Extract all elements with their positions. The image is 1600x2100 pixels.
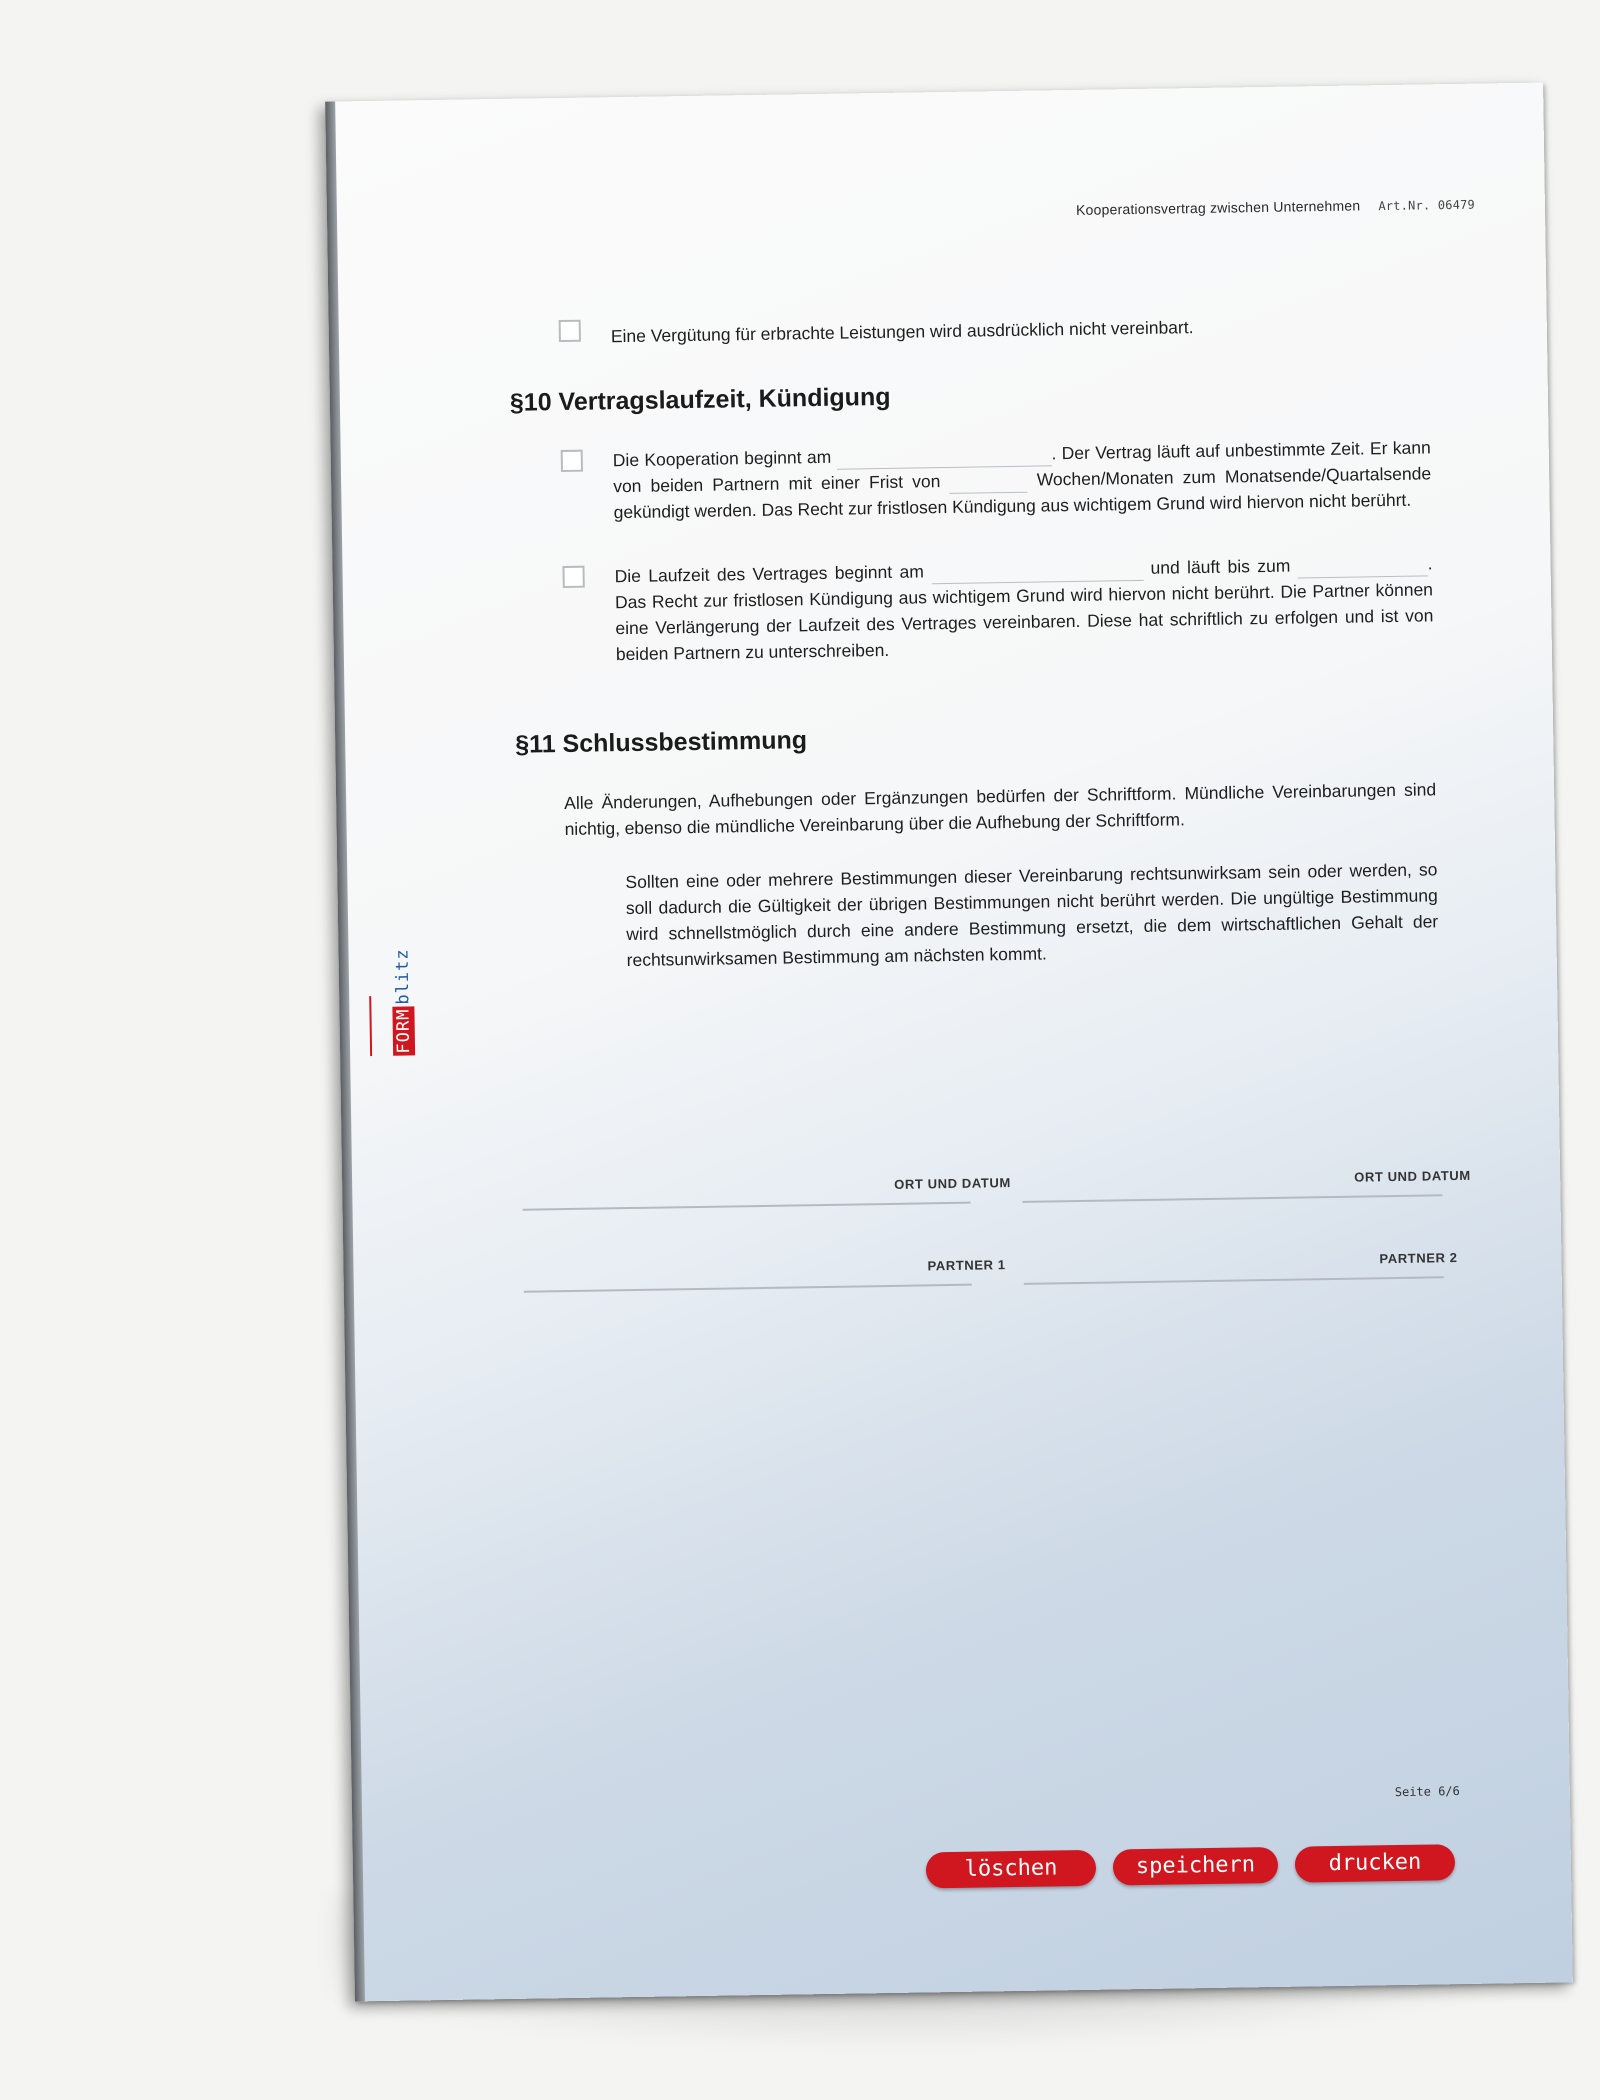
sig-label-partner-1: PARTNER 1 bbox=[927, 1257, 1006, 1274]
checkbox-term-fixed[interactable] bbox=[562, 566, 584, 588]
brand-accent-line bbox=[369, 996, 372, 1056]
start-date-field[interactable] bbox=[836, 447, 1051, 469]
article-number: Art.Nr. 06479 bbox=[1378, 197, 1476, 214]
document-page bbox=[325, 83, 1573, 2002]
section-10-heading: §10 Vertragslaufzeit, Kündigung bbox=[509, 382, 891, 417]
clause-written-form-first: Alle Änderungen, Aufhebungen oder Ergänzungen bedürfen der Schriftform. Mündliche Vereinbarungen sind nichtig, bbox=[564, 779, 1437, 840]
clause-term-fixed bbox=[614, 550, 1434, 667]
logo-blitz-text: blitz bbox=[392, 948, 414, 1005]
clause-term-unlimited bbox=[613, 434, 1432, 525]
clause-severability: Sollten eine oder mehrere Bestimmungen dieser Vereinbarung rechtsunwirksam sein oder werden, so soll dadurch die Gültigkeit der übrigen Bestimmungen nicht berührt werden. Die ungültige Bestimmung wird schnellstmöglich durch eine andere Bestimmung ersetzt, die dem wirtschaftlichen Gehalt der rechtsunwirksamen Bestimmung am nächsten kommt. bbox=[625, 859, 1439, 971]
sig-label-place-date-left: ORT UND DATUM bbox=[894, 1175, 1011, 1192]
fixed-end-date-field[interactable] bbox=[1298, 557, 1428, 578]
sig-line-partner-1[interactable] bbox=[524, 1284, 972, 1293]
clause-written-form-rest: ebenso die mündliche Vereinbarung über die Aufhebung der Schriftform. bbox=[624, 809, 1186, 839]
page-number: Seite 6/6 bbox=[1394, 1784, 1460, 1800]
term-fixed-part2: und läuft bis zum bbox=[1150, 555, 1291, 578]
checkbox-no-payment[interactable] bbox=[559, 320, 581, 342]
formblitz-logo bbox=[392, 946, 414, 1055]
save-button[interactable]: speichern bbox=[1113, 1847, 1279, 1886]
sig-line-place-date-right[interactable] bbox=[1023, 1194, 1443, 1203]
sig-label-place-date-right: ORT UND DATUM bbox=[1354, 1167, 1471, 1185]
section-11-heading: §11 Schlussbestimmung bbox=[515, 726, 808, 759]
term-unlimited-part1: Die Kooperation beginnt am bbox=[612, 446, 832, 471]
notice-period-field[interactable] bbox=[949, 474, 1027, 494]
sig-line-partner-2[interactable] bbox=[1024, 1276, 1444, 1285]
term-fixed-part4: Das Recht zur fristlosen Kündigung aus wichtigem Grund wird hiervon nicht berührt. Die Partner können eine Verlängerung der Laufzeit des Vertrages vereinbaren. Diese hat schriftlich zu erfolgen und ist von beiden Partnern zu unterschreiben. bbox=[614, 579, 1434, 665]
checkbox-term-unlimited[interactable] bbox=[561, 450, 583, 472]
delete-button[interactable]: löschen bbox=[926, 1850, 1097, 1889]
sig-label-partner-2: PARTNER 2 bbox=[1379, 1250, 1458, 1267]
term-fixed-part3: . bbox=[1427, 553, 1433, 574]
fixed-start-date-field[interactable] bbox=[931, 562, 1143, 584]
print-button[interactable]: drucken bbox=[1295, 1844, 1456, 1883]
clause-no-payment: Eine Vergütung für erbrachte Leistungen wird ausdrücklich nicht vereinbart. bbox=[610, 317, 1194, 347]
logo-form-text: FORM bbox=[392, 1006, 415, 1055]
term-unlimited-part3: Wochen/Monaten zum Monatsende/Quartalsende gekündigt werden. Das Recht zur fristlosen Kündigung aus wichtigem Grund wird hiervon nicht berührt. bbox=[613, 463, 1432, 523]
sig-line-place-date-left[interactable] bbox=[523, 1202, 971, 1211]
document-title: Kooperationsvertrag zwischen Unternehmen bbox=[1075, 197, 1361, 218]
document-header bbox=[1076, 196, 1475, 218]
term-fixed-part1: Die Laufzeit des Vertrages beginnt am bbox=[614, 561, 924, 587]
term-unlimited-part2: . Der Vertrag läuft auf unbestimmte Zeit. Er kann von beiden Partnern mit einer Frist von bbox=[613, 437, 1431, 497]
